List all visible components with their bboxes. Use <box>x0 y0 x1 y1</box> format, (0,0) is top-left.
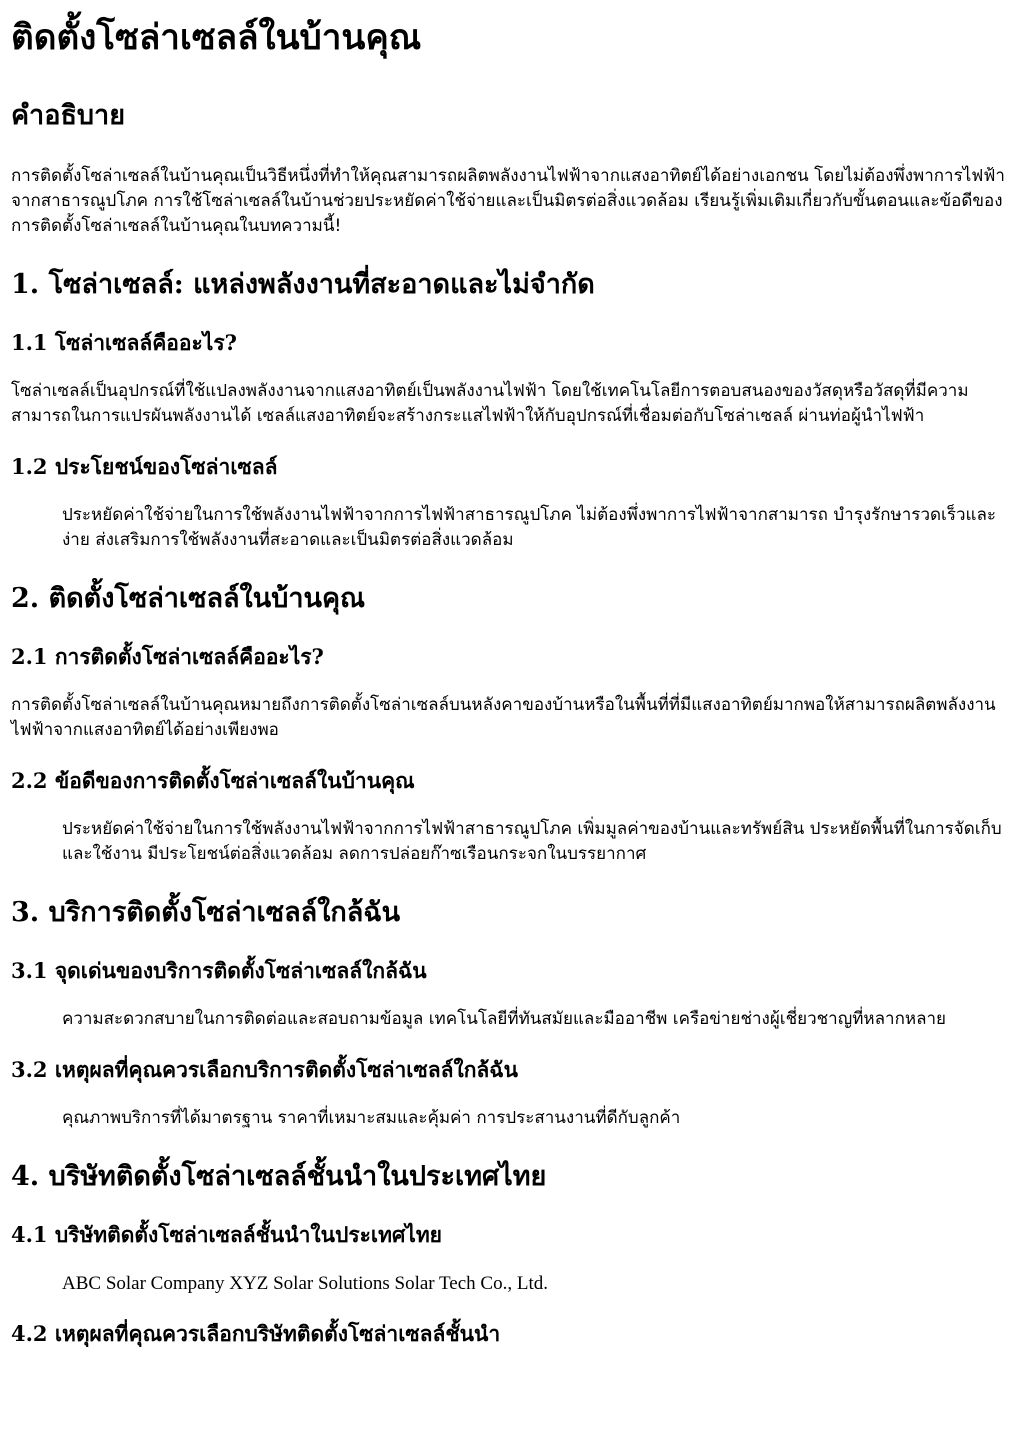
section-3-title: 3. บริการติดตั้งโซล่าเซลล์ใกล้ฉัน <box>11 897 401 928</box>
page-title: ติดตั้งโซล่าเซลล์ในบ้านคุณ <box>11 18 422 58</box>
section-1-1-text: โซล่าเซลล์เป็นอุปกรณ์ที่ใช้แปลงพลังงานจากแสงอาทิตย์เป็นพลังงานไฟฟ้า โดยใช้เทคโนโลยีการตอบสนองของวัสดุหรือวัสดุที่มีความสามารถในการแปรผันพลังงานได้ เซลล์แสงอาทิตย์จะสร้างกระแสไฟฟ้าให้กับอุปกรณ์ที่เชื่อมต่อกับโซล่าเซลล์ ผ่านท่อผู้นำไฟฟ้า <box>11 381 969 426</box>
section-4-1-text: ABC Solar Company XYZ Solar Solutions Solar Tech Co., Ltd. <box>62 1273 548 1294</box>
description-heading: คำอธิบาย <box>11 100 126 131</box>
section-1-title: 1. โซล่าเซลล์: แหล่งพลังงานที่สะอาดและไม่จำกัด <box>11 269 595 300</box>
section-3-2-title: 3.2 เหตุผลที่คุณควรเลือกบริการติดตั้งโซล่าเซลล์ใกล้ฉัน <box>11 1057 518 1082</box>
section-3-2-text: คุณภาพบริการที่ได้มาตรฐาน ราคาที่เหมาะสมและคุ้มค่า การประสานงานที่ดีกับลูกค้า <box>62 1108 681 1128</box>
section-4-title: 4. บริษัทติดตั้งโซล่าเซลล์ชั้นนำในประเทศไทย <box>11 1161 547 1192</box>
description-text: การติดตั้งโซล่าเซลล์ในบ้านคุณเป็นวิธีหนึ่งที่ทำให้คุณสามารถผลิตพลังงานไฟฟ้าจากแสงอาทิตย์ได้อย่างเอกชน โดยไม่ต้องพึ่งพาการไฟฟ้าจากสาธารณูปโภค การใช้โซล่าเซลล์ในบ้านช่วยประหยัดค่าใช้จ่ายและเป็นมิตรต่อสิ่งแวดล้อม เรียนรู้เพิ่มเติมเกี่ยวกับขั้นตอนและข้อดีของการติดตั้งโซล่าเซลล์ในบ้านคุณในบทความนี้! <box>11 166 1005 236</box>
section-2-2-title: 2.2 ข้อดีของการติดตั้งโซล่าเซลล์ในบ้านคุณ <box>11 768 415 793</box>
section-2-1-title: 2.1 การติดตั้งโซล่าเซลล์คืออะไร? <box>11 644 324 669</box>
section-1-2-title: 1.2 ประโยชน์ของโซล่าเซลล์ <box>11 454 278 479</box>
section-4-1-title: 4.1 บริษัทติดตั้งโซล่าเซลล์ชั้นนำในประเทศไทย <box>11 1222 442 1247</box>
section-4-2-title: 4.2 เหตุผลที่คุณควรเลือกบริษัทติดตั้งโซล่าเซลล์ชั้นนำ <box>11 1321 501 1346</box>
section-3-1-title: 3.1 จุดเด่นของบริการติดตั้งโซล่าเซลล์ใกล้ฉัน <box>11 958 427 983</box>
section-2-title: 2. ติดตั้งโซล่าเซลล์ในบ้านคุณ <box>11 583 366 614</box>
section-2-2-text: ประหยัดค่าใช้จ่ายในการใช้พลังงานไฟฟ้าจากการไฟฟ้าสาธารณูปโภค เพิ่มมูลค่าของบ้านและทรัพย์สิน ประหยัดพื้นที่ในการจัดเก็บและใช้งาน มีประโยชน์ต่อสิ่งแวดล้อม ลดการปล่อยก๊าซเรือนกระจกในบรรยากาศ <box>62 819 1002 864</box>
section-2-1-text: การติดตั้งโซล่าเซลล์ในบ้านคุณหมายถึงการติดตั้งโซล่าเซลล์บนหลังคาของบ้านหรือในพื้นที่ที่มีแสงอาทิตย์มากพอให้สามารถผลิตพลังงานไฟฟ้าจากแสงอาทิตย์ได้อย่างเพียงพอ <box>11 695 996 740</box>
section-1-2-text: ประหยัดค่าใช้จ่ายในการใช้พลังงานไฟฟ้าจากการไฟฟ้าสาธารณูปโภค ไม่ต้องพึ่งพาการไฟฟ้าจากสามารถ บำรุงรักษารวดเร็วและง่าย ส่งเสริมการใช้พลังงานที่สะอาดและเป็นมิตรต่อสิ่งแวดล้อม <box>62 505 997 550</box>
section-1-1-title: 1.1 โซล่าเซลล์คืออะไร? <box>11 330 237 355</box>
section-3-1-text: ความสะดวกสบายในการติดต่อและสอบถามข้อมูล เทคโนโลยีที่ทันสมัยและมืออาชีพ เครือข่ายช่างผู้เชี่ยวชาญที่หลากหลาย <box>62 1009 947 1029</box>
